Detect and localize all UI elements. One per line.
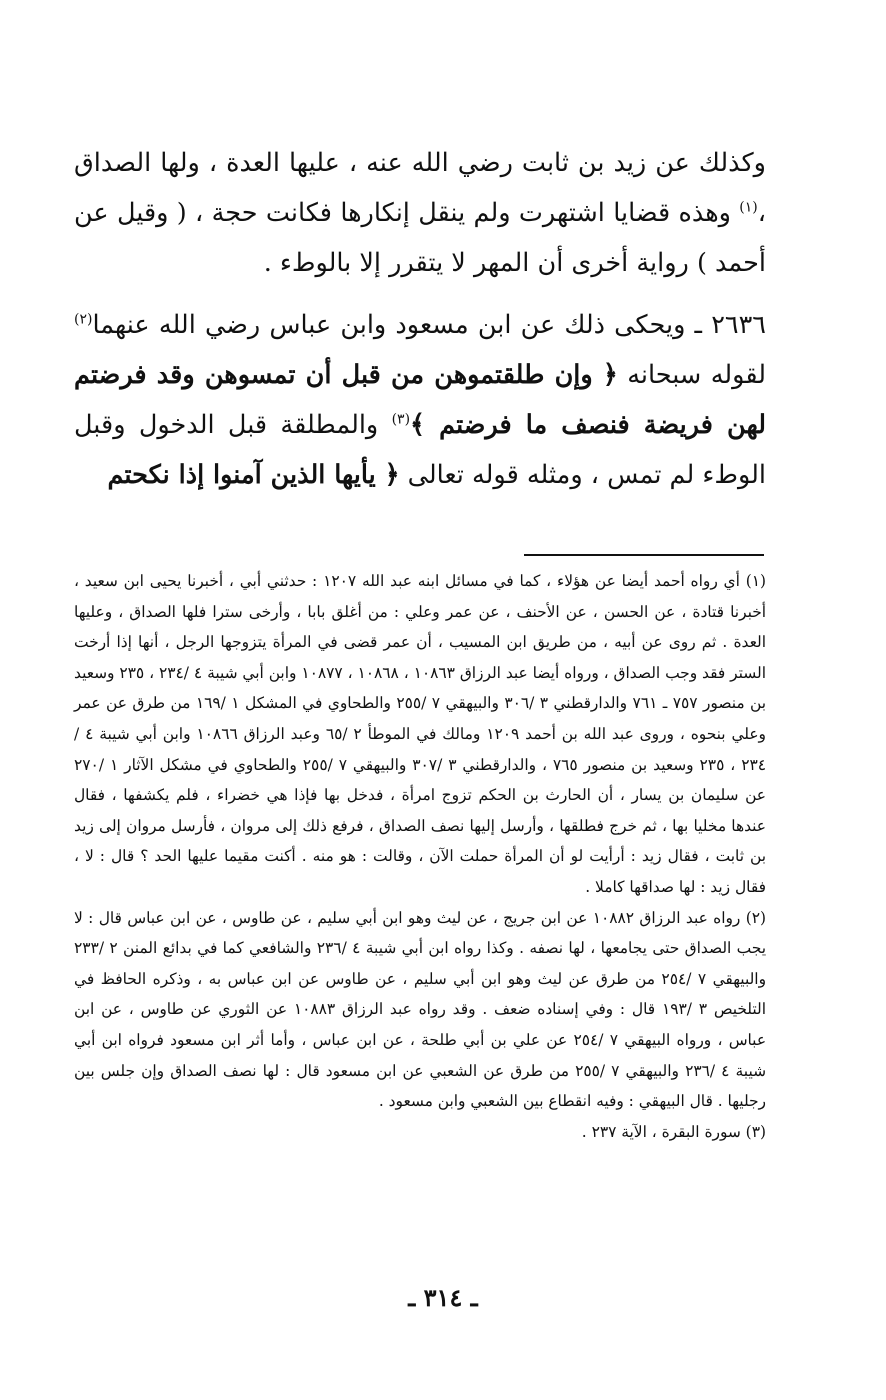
paragraph-1-text-cont: وهذه قضايا اشتهرت ولم ينقل إنكارها فكانت حجة ، ( وقيل عن أحمد ) رواية أخرى أن المهر لا يتقرر إلا بالوطء . <box>74 198 766 278</box>
footnote-ref-2: (٢) <box>74 311 93 328</box>
footnote-1: (١) أي رواه أحمد أيضا عن هؤلاء ، كما في مسائل ابنه عبد الله ١٢٠٧ : حدثني أبي ، أخبرنا يحيى ابن سعيد ، أخبرنا قتادة ، عن الحسن ، عن الأحنف ، عن عمر وعلي : من أغلق بابا ، وأرخى سترا فلها الصداق ، وعليها العدة . ثم روى عن أبيه ، من طريق ابن المسيب ، أن عمر قضى في المرأة يتزوجها الرجل ، أنها إذا أرخت الستر فقد وجب الصداق ، ورواه أيضا عبد الرزاق ١٠٨٦٣ ، ١٠٨٦٨ ، ١٠٨٧٧ وابن أبي شيبة ٤ /٢٣٤ ، ٢٣٥ وسعيد بن منصور ٧٥٧ ـ ٧٦١ والدارقطني ٣ /٣٠٦ والبيهقي ٧ /٢٥٥ والطحاوي في المشكل ١ /١٦٩ من طرق عن عمر وعلي بنحوه ، وروى عبد الله بن أحمد ١٢٠٩ ومالك في الموطأ ٢ /٦٥ وعبد الرزاق ١٠٨٦٦ وابن أبي شيبة ٤ /٢٣٤ ، ٢٣٥ وسعيد بن منصور ٧٦٥ ، والدارقطني ٣ /٣٠٧ والبيهقي ٧ /٢٥٥ والطحاوي في مشكل الآثار ١ /٢٧٠ عن سليمان بن يسار ، أن الحارث بن الحكم تزوج امرأة ، فدخل بها فإذا هي خضراء ، فلم يكشفها ، فقال عندها مخليا بها ، ثم خرج فطلقها ، وأرسل إليها نصف الصداق ، فرفع ذلك إلى مروان ، فأرسل مروان إلى زيد بن ثابت ، فقال زيد : أرأيت لو أن المرأة حملت الآن ، وقالت : هو منه . أكنت مقيما عليها الحد ؟ قال : لا ، فقال زيد : لها صداقها كاملا . <box>74 572 767 896</box>
paragraph-2-text: ٢٦٣٦ ـ ويحكى ذلك عن ابن مسعود وابن عباس رضي الله عنهما <box>92 310 766 340</box>
footnote-3: (٣) سورة البقرة ، الآية ٢٣٧ . <box>581 1122 766 1141</box>
footnote-separator <box>524 554 764 556</box>
footnote-ref-3: (٣) <box>391 411 411 428</box>
quran-verse-2: ﴿ يأيها الذين آمنوا إذا نكحتم <box>107 460 400 490</box>
footnote-ref-1: (١) <box>739 199 758 216</box>
footnote-2: (٢) رواه عبد الرزاق ١٠٨٨٢ عن ابن جريج ، عن ليث وهو ابن أبي سليم ، عن طاوس ، عن ابن عباس قال : لا يجب الصداق حتى يجامعها ، لها نصفه . وكذا رواه ابن أبي شيبة ٤ /٢٣٦ والشافعي كما في بدائع المنن ٢ /٢٣٣ والبيهقي ٧ /٢٥٤ من طرق عن ليث وهو ابن أبي سليم ، عن طاوس عن ابن عباس به ، وذكره الحافظ في التلخيص ٣ /١٩٣ قال : وفي إسناده ضعف . وقد رواه عبد الرزاق ١٠٨٨٣ عن الثوري عن طاوس ، عن ابن عباس ، ورواه البيهقي ٧ /٢٥٤ عن علي بن أبي طلحة ، عن ابن عباس ، وأما أثر ابن مسعود فرواه ابن أبي شيبة ٤ /٢٣٦ والبيهقي ٧ /٢٥٥ من طرق عن الشعبي عن ابن مسعود قال : لها نصف الصداق وإن جلس بين رجليها . قال البيهقي : وفيه انقطاع بين الشعبي وابن مسعود . <box>74 908 767 1111</box>
paragraph-1 <box>74 138 766 288</box>
paragraph-2 <box>74 300 766 500</box>
paragraph-2-text-cont: لقوله سبحانه <box>617 360 766 390</box>
page-number: ـ ٣١٤ ـ <box>408 1283 478 1312</box>
footnotes <box>74 566 766 1147</box>
quran-verse-1: ﴿ وإن طلقتموهن من قبل أن تمسوهن وقد فرضتم لهن فريضة فنصف ما فرضتم ﴾ <box>74 360 766 440</box>
paragraph-1-text: وكذلك عن زيد بن ثابت رضي الله عنه ، عليها العدة ، ولها الصداق ، <box>74 148 766 228</box>
paragraph-2-text-end: والمطلقة قبل الدخول وقبل الوطء لم تمس ، ومثله قوله تعالى <box>74 410 766 490</box>
main-text <box>74 138 766 500</box>
